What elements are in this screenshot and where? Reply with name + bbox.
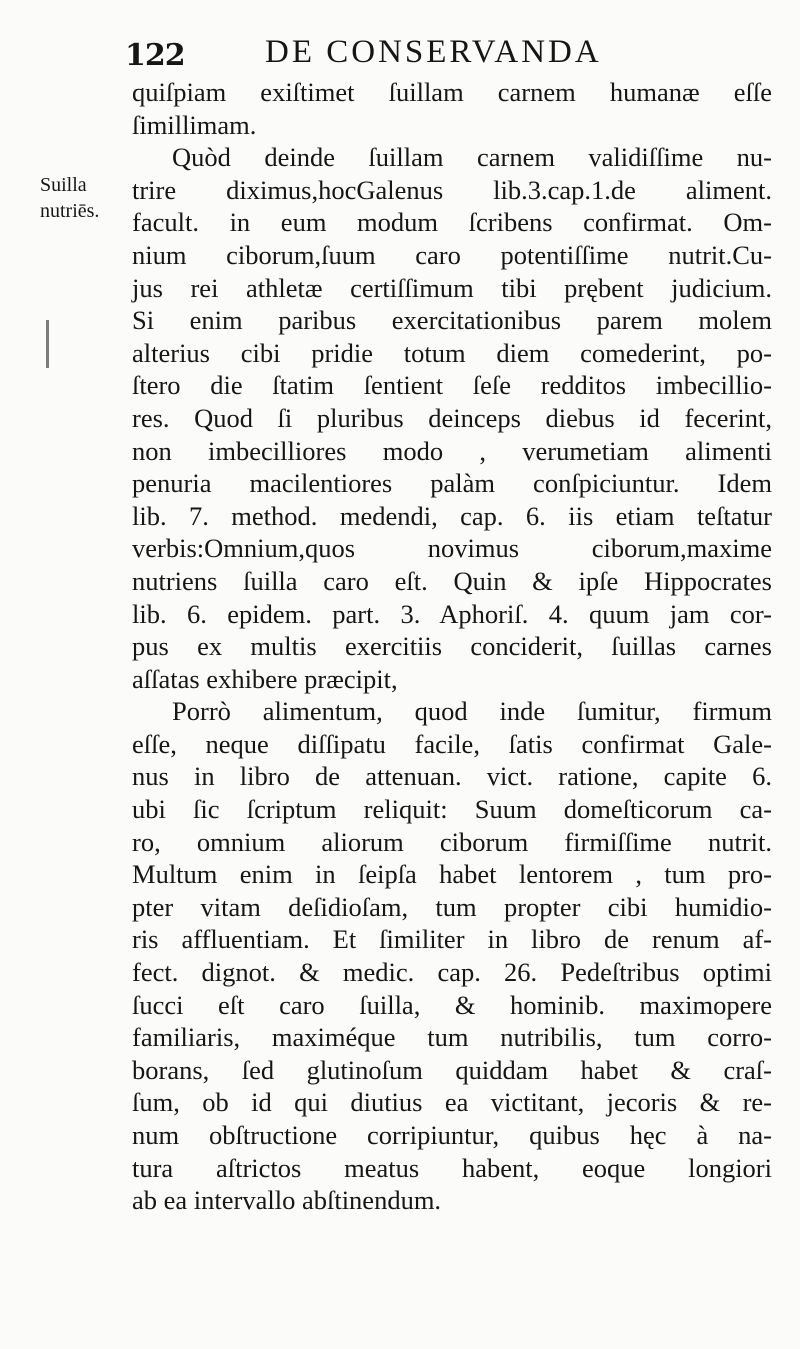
text-line: ſtero die ſtatim ſentient ſeſe redditos imbecillio- bbox=[132, 370, 772, 401]
text-line: nus in libro de attenuan. vict. ratione, capite 6. bbox=[132, 761, 772, 792]
text-line: ris affluentiam. Et ſimiliter in libro de renum af- bbox=[132, 924, 772, 955]
text-line: ſucci eſt caro ſuilla, & hominib. maximopere bbox=[132, 989, 772, 1020]
page-header bbox=[125, 34, 685, 78]
text-line: ubi ſic ſcriptum reliquit: Suum domeſticorum ca- bbox=[132, 794, 772, 825]
text-line: num obſtructione corripiuntur, quibus hęc à na- bbox=[132, 1120, 772, 1150]
text-line: Multum enim in ſeipſa habet lentorem , tum pro- bbox=[132, 859, 772, 890]
text-line: borans, ſed glutinoſum quiddam habet & craſ- bbox=[132, 1054, 772, 1085]
page-number: 122 bbox=[125, 38, 185, 73]
text-line: jus rei athletæ certiſſimum tibi prębent judicium. bbox=[132, 272, 772, 303]
text-line: verbis:Omnium,quos novimus ciborum,maxime bbox=[132, 533, 772, 564]
margin-note bbox=[40, 172, 140, 224]
text-line: ſum, ob id qui diutius ea victitant, jecoris & re- bbox=[132, 1087, 772, 1118]
text-line: fect. dignot. & medic. cap. 26. Pedeſtribus optimi bbox=[132, 957, 772, 988]
body-text bbox=[132, 76, 772, 1217]
margin-note-line: Suilla bbox=[40, 174, 87, 196]
text-line: non imbecilliores modo , verumetiam alimenti bbox=[132, 435, 772, 466]
ink-mark bbox=[46, 320, 49, 368]
text-line: aſſatas exhibere præcipit, bbox=[132, 663, 398, 694]
text-line: pus ex multis exercitiis conciderit, ſuillas carnes bbox=[132, 631, 772, 662]
text-line: familiaris, maximéque tum nutribilis, tum corro- bbox=[132, 1022, 772, 1053]
text-line: eſſe, neque diſſipatu facile, ſatis confirmat Gale- bbox=[132, 728, 772, 759]
text-line: alterius cibi pridie totum diem comederint, po- bbox=[132, 337, 772, 368]
text-line: ro, omnium aliorum ciborum firmiſſime nutrit. bbox=[132, 826, 772, 857]
text-line: nium ciborum,ſuum caro potentiſſime nutrit.Cu- bbox=[132, 239, 772, 270]
text-line: tura aſtrictos meatus habent, eoque longiori bbox=[132, 1152, 772, 1183]
text-line: pter vitam deſidioſam, tum propter cibi humidio- bbox=[132, 891, 772, 922]
text-line: lib. 7. method. medendi, cap. 6. iis etiam teſtatur bbox=[132, 500, 772, 531]
text-line: trire diximus,hocGalenus lib.3.cap.1.de aliment. bbox=[132, 174, 772, 205]
text-line: Quòd deinde ſuillam carnem validiſſime nu- bbox=[172, 142, 772, 173]
text-line: Porrò alimentum, quod inde ſumitur, firmum bbox=[172, 696, 772, 727]
text-line: quiſpiam exiſtimet ſuillam carnem humanæ eſſe bbox=[132, 77, 772, 107]
text-line: lib. 6. epidem. part. 3. Aphoriſ. 4. quum jam cor- bbox=[132, 598, 772, 629]
text-line: facult. in eum modum ſcribens confirmat. Om- bbox=[132, 207, 772, 238]
text-line: ſimillimam. bbox=[132, 109, 257, 140]
text-line: nutriens ſuilla caro eſt. Quin & ipſe Hippocrates bbox=[132, 565, 772, 596]
text-line: Si enim paribus exercitationibus parem molem bbox=[132, 305, 772, 336]
running-head: DE CONSERVANDA bbox=[265, 34, 602, 70]
text-line: res. Quod ſi pluribus deinceps diebus id fecerint, bbox=[132, 402, 772, 433]
text-line: ab ea intervallo abſtinendum. bbox=[132, 1185, 442, 1216]
text-line: penuria macilentiores palàm conſpiciuntur. Idem bbox=[132, 468, 772, 499]
margin-note-line: nutriēs. bbox=[40, 200, 100, 222]
